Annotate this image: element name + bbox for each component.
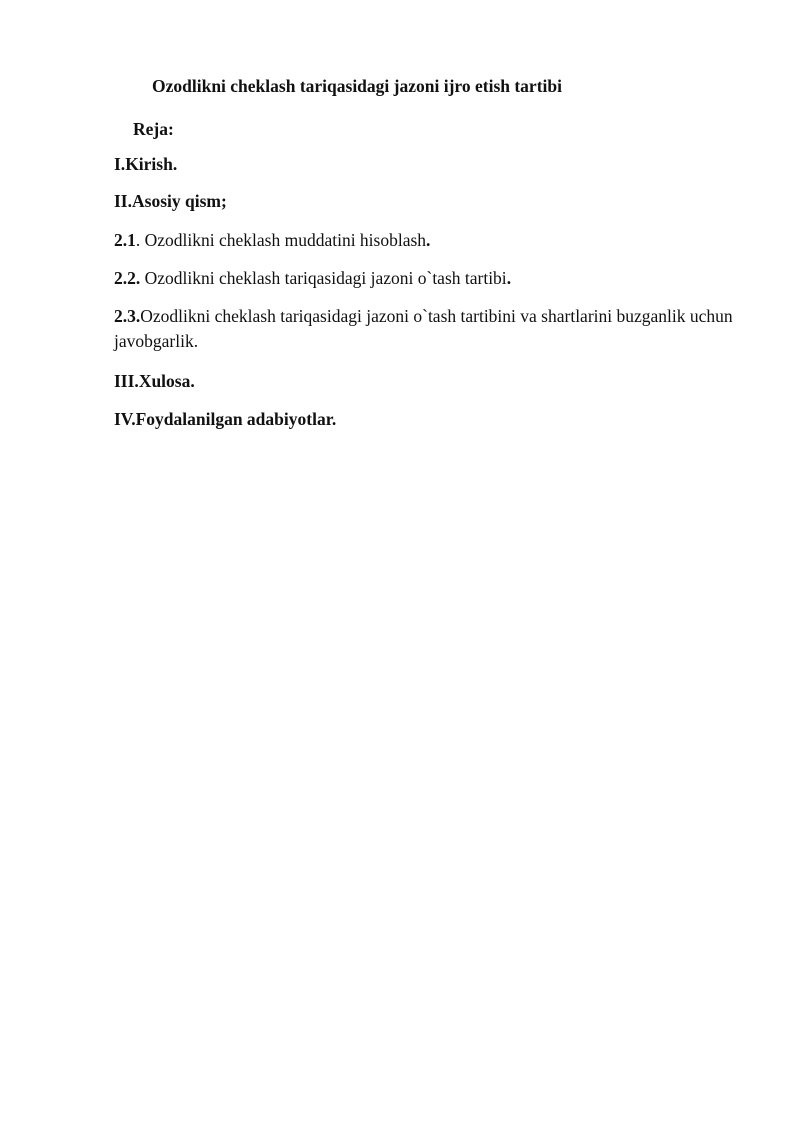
plan-item-number: 2.3. [114,306,141,326]
plan-item-text: . Ozodlikni cheklash muddatini hisoblash [135,230,427,250]
plan-item-text: Kirish. [125,154,178,174]
plan-item-2-1 [114,228,430,252]
plan-item-number: I. [114,154,126,174]
plan-item-text: Asosiy qism; [132,191,227,211]
plan-item-end-mark: . [426,230,431,250]
document-title: Ozodlikni cheklash tariqasidagi jazoni ijro etish tartibi [152,76,562,96]
plan-item-number: 2.1 [114,230,136,250]
plan-heading: Reja: [133,119,174,139]
plan-item-conclusion [114,369,195,393]
plan-item-number: 2.2. [114,268,141,288]
plan-item-main-part [114,189,227,213]
plan-item-2-2 [114,266,511,290]
plan-item-2-3 [114,304,734,354]
plan-item-number: II. [114,191,132,211]
plan-item-references [114,407,336,431]
plan-item-text: Ozodlikni cheklash tariqasidagi jazoni o`tash tartibini va shartlarini buzganlik uchun javobgarlik. [114,306,733,351]
plan-item-number: III. [114,371,139,391]
plan-item-text: Xulosa. [138,371,195,391]
plan-item-introduction [114,152,177,176]
plan-item-text: Ozodlikni cheklash tariqasidagi jazoni o`tash tartibi [140,268,507,288]
plan-item-number: IV. [114,409,136,429]
plan-item-text: Foydalanilgan adabiyotlar. [135,409,337,429]
plan-item-end-mark: . [506,268,512,288]
